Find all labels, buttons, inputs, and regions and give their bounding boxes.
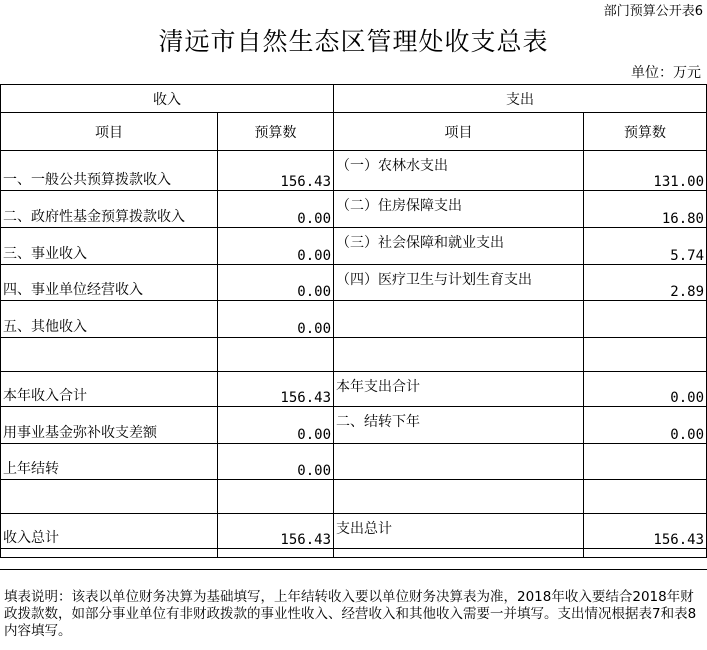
expense-item-label: 本年支出合计 — [334, 372, 584, 407]
section-header-row — [1, 85, 707, 113]
income-budget-value: 0.00 — [218, 191, 334, 228]
table-row — [1, 265, 707, 301]
income-header: 收入 — [1, 85, 334, 113]
expense-budget-value — [584, 444, 707, 480]
income-item-label: 上年结转 — [1, 444, 218, 480]
income-item-label: 收入总计 — [1, 514, 218, 549]
expense-header: 支出 — [334, 85, 707, 113]
column-header-row — [1, 113, 707, 151]
expense-item-label: 支出总计 — [334, 514, 584, 549]
expense-item-label — [334, 480, 584, 514]
income-item-label: 五、其他收入 — [1, 301, 218, 338]
expense-budget-value: 2.89 — [584, 265, 707, 301]
expense-item-label: （三）社会保障和就业支出 — [334, 228, 584, 265]
table-row — [1, 407, 707, 444]
expense-item-header: 项目 — [334, 113, 584, 151]
income-budget-value — [218, 338, 334, 372]
income-budget-value — [218, 480, 334, 514]
expense-budget-value: 156.43 — [584, 514, 707, 549]
expense-budget-header: 预算数 — [584, 113, 707, 151]
expense-item-label: （二）住房保障支出 — [334, 191, 584, 228]
income-budget-value: 156.43 — [218, 372, 334, 407]
expense-item-label — [334, 338, 584, 372]
income-item-label — [1, 338, 218, 372]
expense-budget-value: 131.00 — [584, 151, 707, 191]
income-item-label: 三、事业收入 — [1, 228, 218, 265]
table-row — [1, 444, 707, 480]
table-row — [1, 228, 707, 265]
income-item-label: 二、政府性基金预算拨款收入 — [1, 191, 218, 228]
table-row — [1, 372, 707, 407]
expense-item-label — [334, 444, 584, 480]
expense-budget-value: 5.74 — [584, 228, 707, 265]
income-budget-value: 0.00 — [218, 301, 334, 338]
expense-item-label: （一）农林水支出 — [334, 151, 584, 191]
income-item-label: 用事业基金弥补收支差额 — [1, 407, 218, 444]
income-item-label — [1, 480, 218, 514]
table-number-tag: 部门预算公开表6 — [603, 4, 703, 19]
expense-budget-value — [584, 480, 707, 514]
expense-budget-value: 0.00 — [584, 372, 707, 407]
income-budget-value: 0.00 — [218, 444, 334, 480]
income-item-header: 项目 — [1, 113, 218, 151]
income-budget-value: 156.43 — [218, 514, 334, 549]
table-row — [1, 151, 707, 191]
table-row — [1, 338, 707, 372]
table-row — [1, 480, 707, 514]
income-item-label: 一、一般公共预算拨款收入 — [1, 151, 218, 191]
table-row — [1, 514, 707, 549]
income-budget-value: 0.00 — [218, 228, 334, 265]
income-item-label: 本年收入合计 — [1, 372, 218, 407]
note-divider — [0, 569, 707, 570]
income-budget-value: 0.00 — [218, 407, 334, 444]
unit-label: 单位：万元 — [631, 65, 701, 81]
expense-budget-value: 16.80 — [584, 191, 707, 228]
income-budget-value: 156.43 — [218, 151, 334, 191]
expense-item-label — [334, 301, 584, 338]
expense-budget-value: 0.00 — [584, 407, 707, 444]
page-title: 清远市自然生态区管理处收支总表 — [158, 27, 549, 56]
note-text: 填表说明：该表以单位财务决算为基础填写，上年结转收入要以单位财务决算表为准，2018年收入要结合2018年财政拨款数，如部分事业单位有非财政拨款的事业性收入、经营收入和其他收入需要一并填写。支出情况根据表7和表8内容填写。 — [4, 589, 697, 639]
spacer-row — [1, 549, 707, 558]
budget-table — [0, 84, 707, 558]
expense-budget-value — [584, 301, 707, 338]
table-row — [1, 301, 707, 338]
income-budget-header: 预算数 — [218, 113, 334, 151]
expense-item-label: 二、结转下年 — [334, 407, 584, 444]
income-budget-value: 0.00 — [218, 265, 334, 301]
income-item-label: 四、事业单位经营收入 — [1, 265, 218, 301]
table-row — [1, 191, 707, 228]
expense-budget-value — [584, 338, 707, 372]
table-body — [1, 151, 707, 549]
expense-item-label: （四）医疗卫生与计划生育支出 — [334, 265, 584, 301]
